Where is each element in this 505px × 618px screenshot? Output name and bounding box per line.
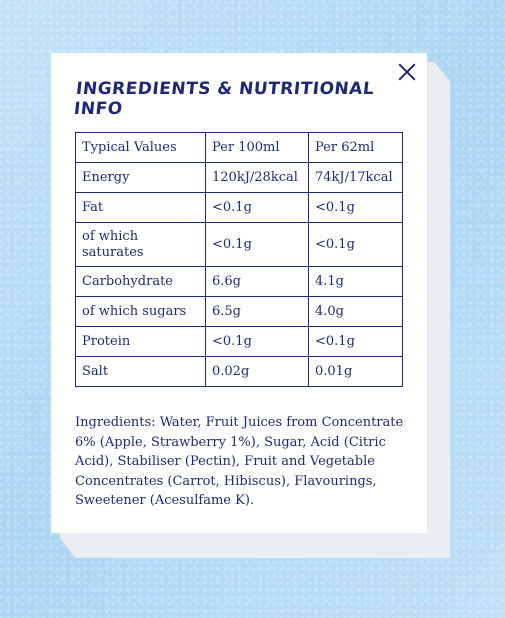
- table-cell: 120kJ/28kcal: [206, 163, 309, 193]
- table-cell: Fat: [76, 193, 206, 223]
- table-row: [76, 357, 403, 387]
- table-cell: 6.6g: [206, 267, 309, 297]
- table-row: [76, 267, 403, 297]
- table-row: [76, 193, 403, 223]
- table-cell: 0.02g: [206, 357, 309, 387]
- table-cell: <0.1g: [206, 327, 309, 357]
- table-cell: 6.5g: [206, 297, 309, 327]
- table-header-cell: Per 62ml: [309, 133, 403, 163]
- table-header-cell: Typical Values: [76, 133, 206, 163]
- table-cell: 0.01g: [309, 357, 403, 387]
- table-header-cell: Per 100ml: [206, 133, 309, 163]
- nutrition-table: [75, 132, 403, 387]
- table-cell: <0.1g: [309, 193, 403, 223]
- table-cell: <0.1g: [309, 327, 403, 357]
- table-row: [76, 297, 403, 327]
- table-row: [76, 163, 403, 193]
- table-row: [76, 327, 403, 357]
- table-cell: Salt: [76, 357, 206, 387]
- table-cell: <0.1g: [309, 223, 403, 267]
- table-cell: Carbohydrate: [76, 267, 206, 297]
- table-row: [76, 223, 403, 267]
- ingredients-text: Ingredients: Water, Fruit Juices from Concentrate 6% (Apple, Strawberry 1%), Sugar, Acid (Citric Acid), Stabiliser (Pectin), Fruit and Vegetable Concentrates (Carrot, Hibiscus), Flavourings, Sweetener (Acesulfame K).: [75, 415, 404, 508]
- table-cell: 74kJ/17kcal: [309, 163, 403, 193]
- table-cell: of which sugars: [76, 297, 206, 327]
- nutrition-dialog: [51, 53, 427, 533]
- table-cell: Protein: [76, 327, 206, 357]
- table-cell: 4.0g: [309, 297, 403, 327]
- table-cell: 4.1g: [309, 267, 403, 297]
- table-cell: of which saturates: [76, 223, 206, 267]
- table-cell: <0.1g: [206, 193, 309, 223]
- table-header-row: [76, 133, 403, 163]
- table-cell: <0.1g: [206, 223, 309, 267]
- dialog-title: INGREDIENTS & NUTRITIONAL INFO: [72, 79, 376, 119]
- table-cell: Energy: [76, 163, 206, 193]
